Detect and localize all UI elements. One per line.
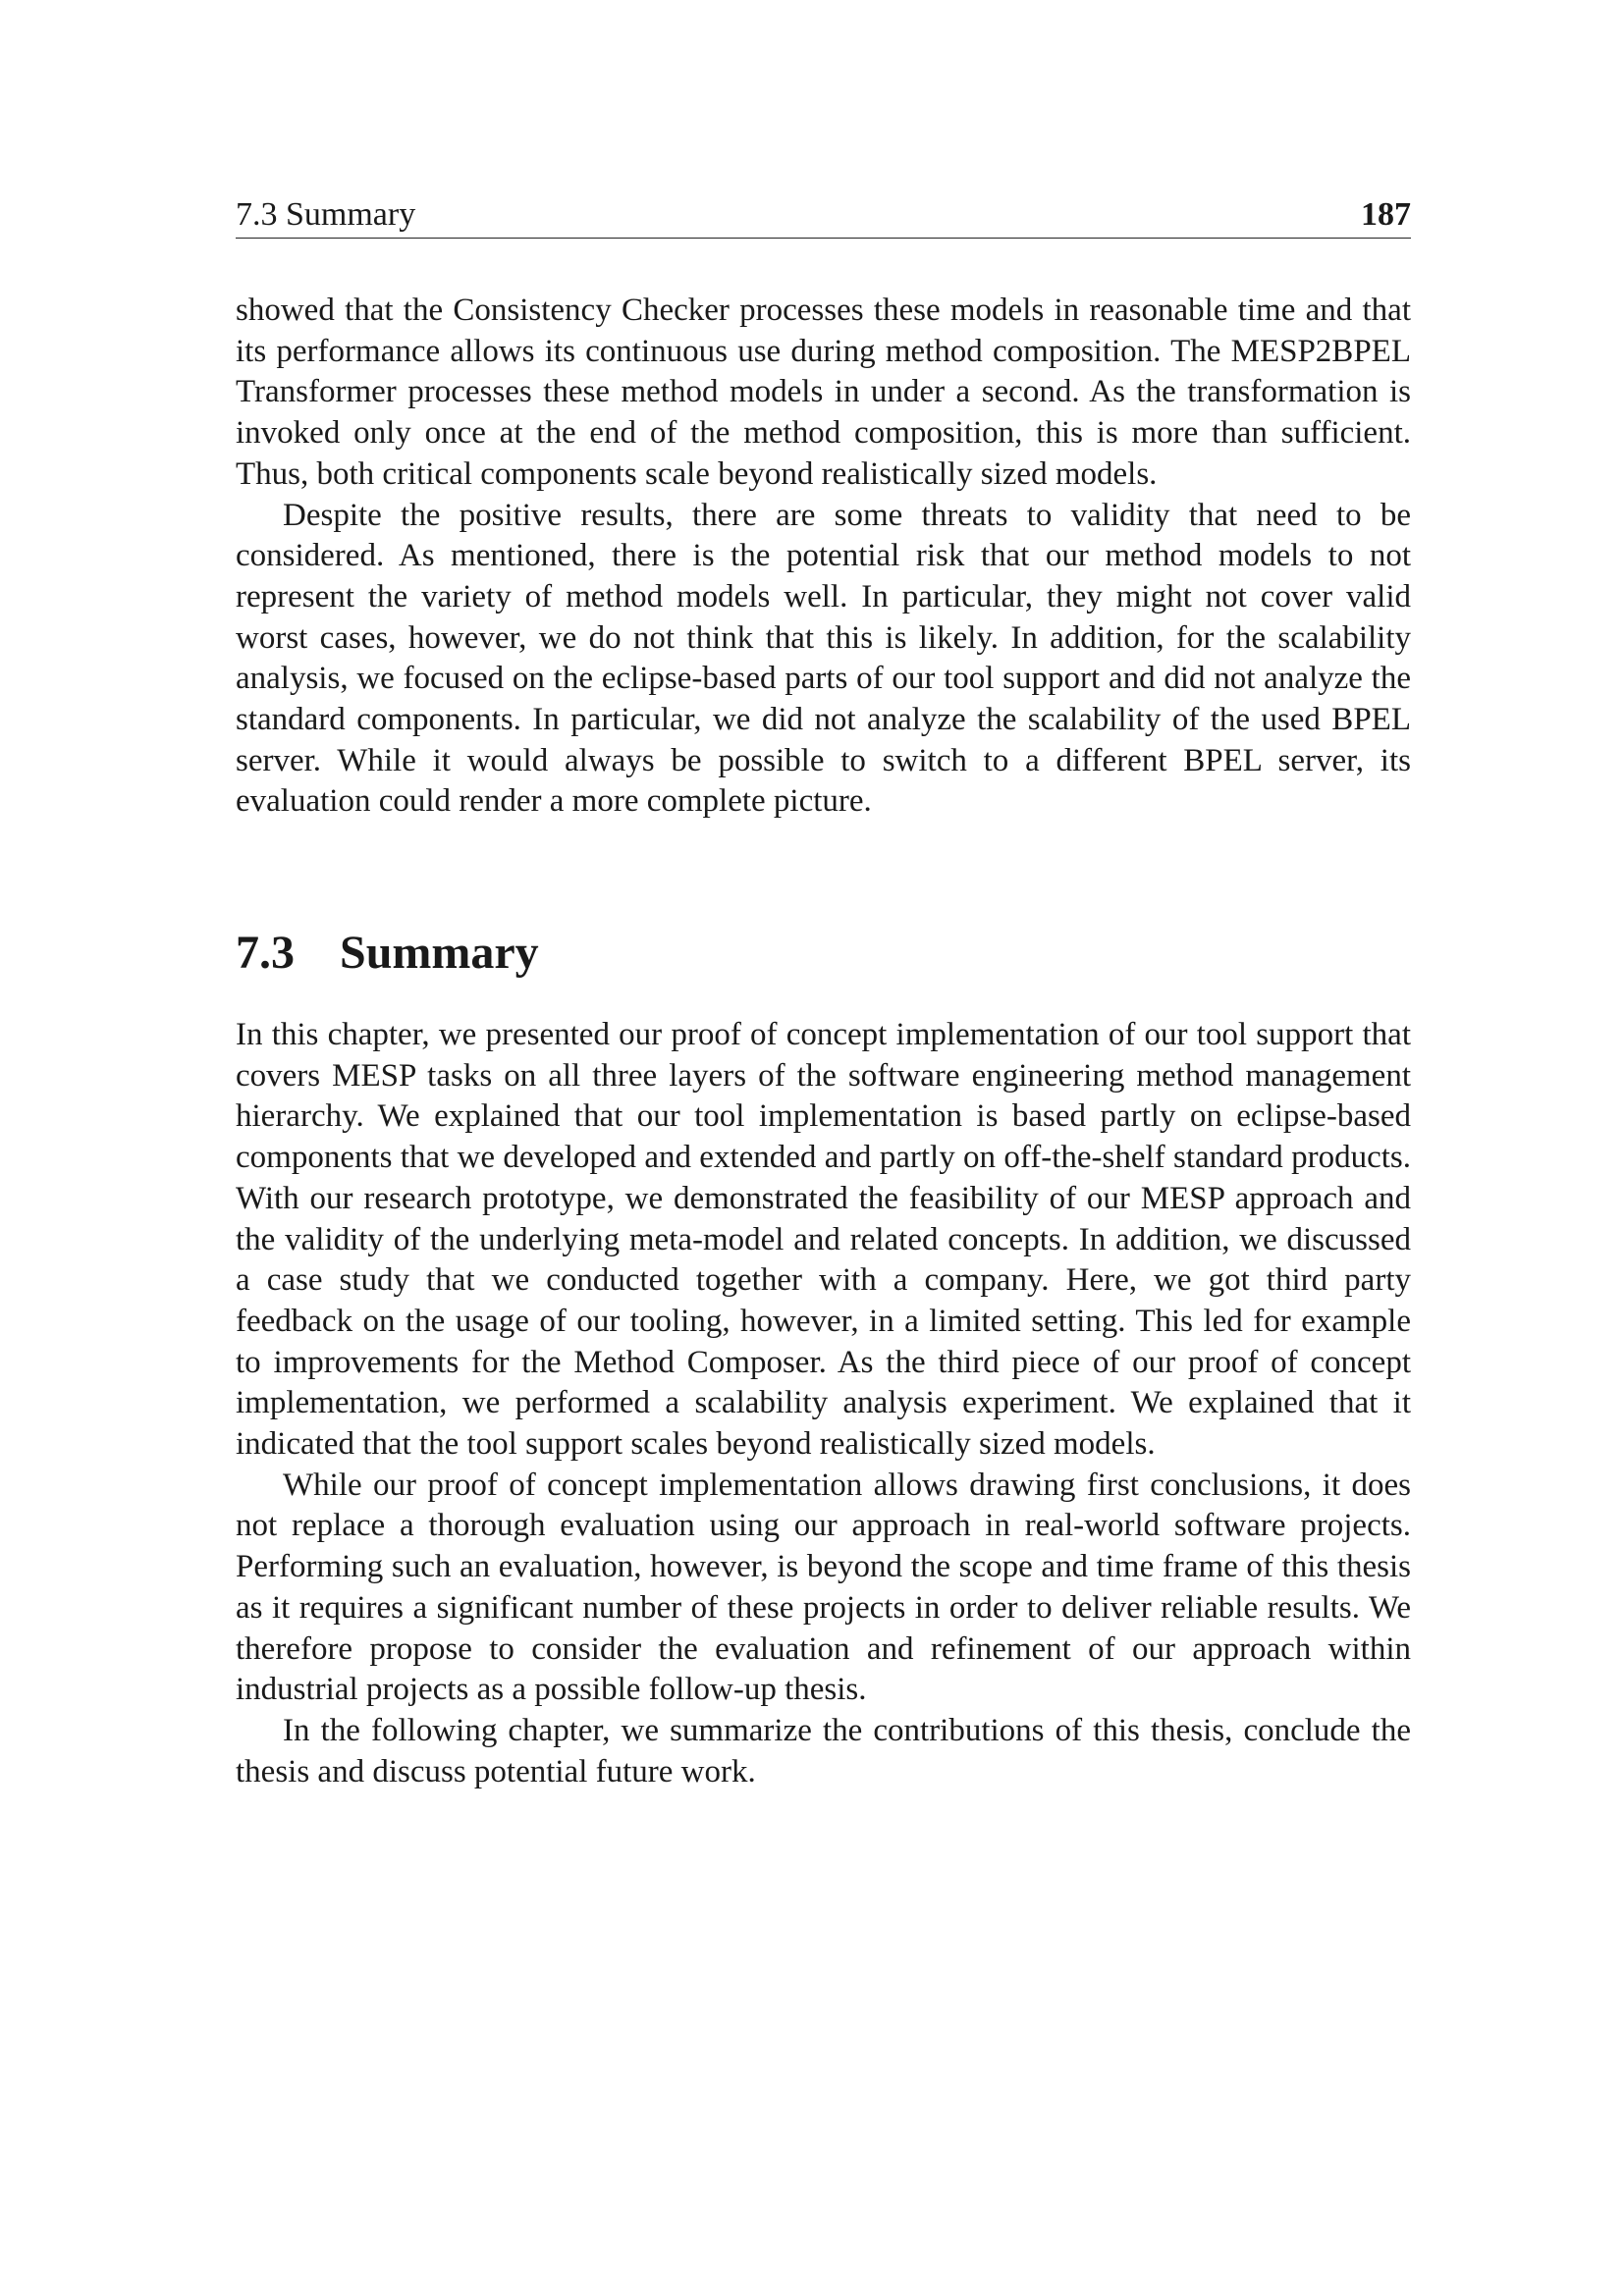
running-header: [236, 192, 1411, 239]
paragraph: While our proof of concept implementation allows drawing first conclusions, it does not replace a thorough evaluation using our approach in real-world software projects. Performing such an evaluation, however, is beyond the scope and time frame of this thesis as it requires a significant number of these projects in order to deliver reliable results. We therefore propose to consider the evaluation and refinement of our approach within industrial projects as a possible follow-up thesis.: [236, 1467, 1411, 1708]
paragraph: In this chapter, we presented our proof of concept implementation of our tool support that covers MESP tasks on all three layers of the software engineering method management hierarchy. We explained that our tool implementation is based partly on eclipse-based components that we developed and extended and partly on off-the-shelf standard products. With our research prototype, we demonstrated the feasibility of our MESP approach and the validity of the underlying meta-model and related concepts. In addition, we discussed a case study that we conducted together with a company. Here, we got third party feedback on the usage of our tooling, however, in a limited setting. This led for example to improvements for the Method Composer. As the third piece of our proof of concept implementation, we performed a scalability analysis experiment. We explained that it indicated that the tool support scales beyond realistically sized models.: [236, 1017, 1411, 1463]
paragraph: showed that the Consistency Checker processes these models in reasonable time and that its performance allows its continuous use during method composition. The MESP2BPEL Transformer processes these method models in under a second. As the transformation is invoked only once at the end of the method composition, this is more than sufficient. Thus, both critical components scale beyond realistically sized models.: [236, 293, 1411, 492]
page-number: 187: [1361, 196, 1411, 233]
continuation-text: [236, 291, 1411, 823]
section-title: Summary: [340, 927, 539, 979]
paragraph: Despite the positive results, there are some threats to validity that need to be considered. As mentioned, there is the potential risk that our method models to not represent the variety of method models well. In particular, they might not cover valid worst cases, however, we do not think that this is likely. In addition, for the scalability analysis, we focused on the eclipse-based parts of our tool support and did not analyze the standard components. In particular, we did not analyze the scalability of the used BPEL server. While it would always be possible to switch to a different BPEL server, its evaluation could render a more complete picture.: [236, 497, 1411, 820]
section-number: 7.3: [236, 927, 295, 979]
running-title: 7.3 Summary: [236, 196, 416, 233]
paragraph: In the following chapter, we summarize the contributions of this thesis, conclude the thesis and discuss potential future work.: [236, 1712, 1411, 1789]
summary-text: [236, 1015, 1411, 1792]
section-heading: [236, 926, 539, 981]
